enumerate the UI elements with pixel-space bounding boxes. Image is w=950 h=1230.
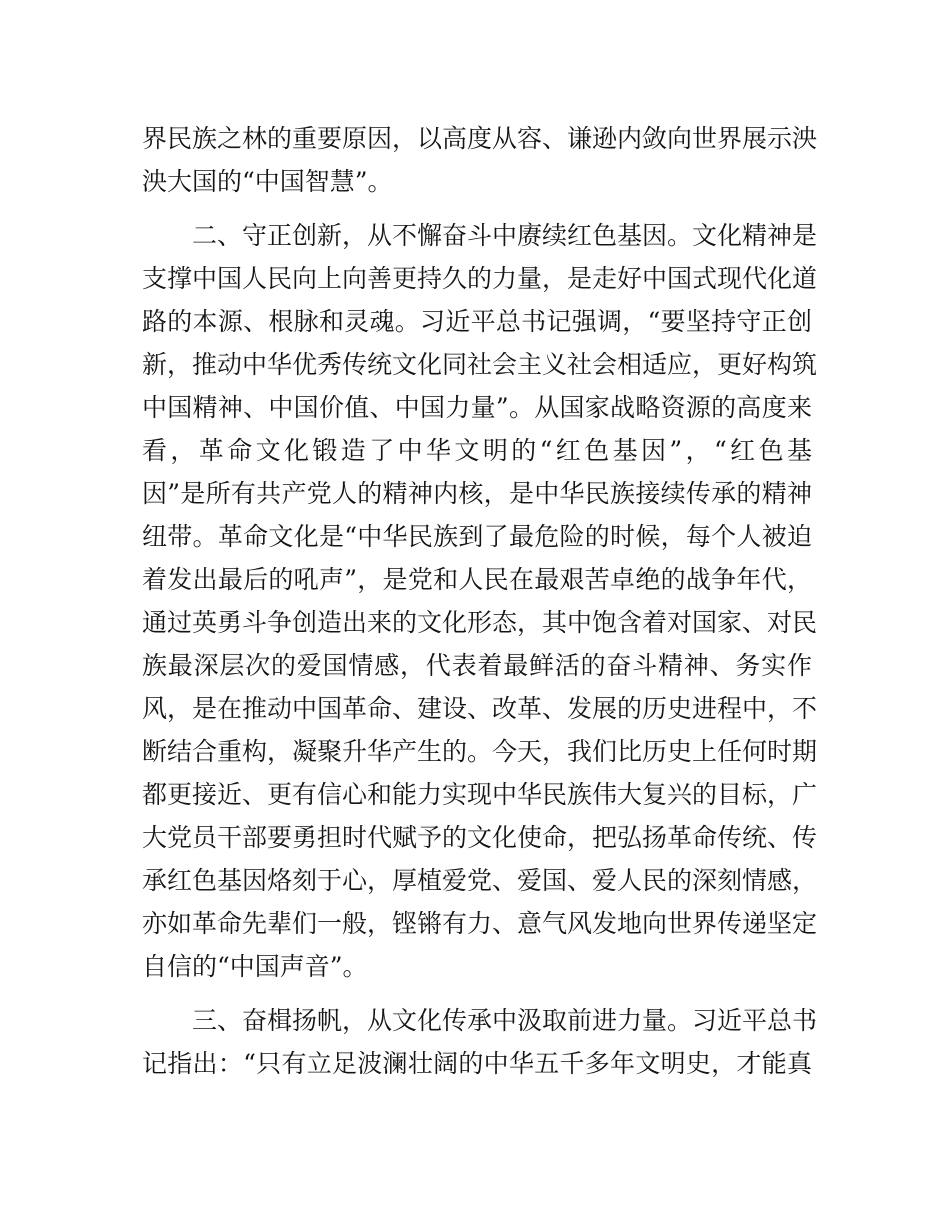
text-line: 风，是在推动中国革命、建设、改革、发展的历史进程中，不 bbox=[142, 694, 818, 723]
text-line: 看，革命文化锻造了中华文明的“红色基因”，“红色基 bbox=[142, 436, 812, 465]
text-line: 亦如革命先辈们一般，铿锵有力、意气风发地向世界传递坚定 bbox=[142, 909, 818, 938]
text-line: 族最深层次的爱国情感，代表着最鲜活的奋斗精神、务实作 bbox=[142, 651, 812, 680]
text-line: 界民族之林的重要原因，以高度从容、谦逊内敛向世界展示泱 bbox=[142, 124, 818, 153]
text-line: 路的本源、根脉和灵魂。习近平总书记强调，“要坚持守正创 bbox=[142, 307, 812, 336]
paragraph-1 bbox=[142, 117, 818, 203]
text-line: 三、奋楫扬帆，从文化传承中汲取前进力量。习近平总书 bbox=[192, 1006, 818, 1035]
text-line: 支撑中国人民向上向善更持久的力量，是走好中国式现代化道 bbox=[142, 264, 818, 293]
text-line: 着发出最后的吼声”，是党和人民在最艰苦卓绝的战争年代， bbox=[142, 565, 812, 594]
text-line: 都更接近、更有信心和能力实现中华民族伟大复兴的目标，广 bbox=[142, 780, 818, 809]
text-line: 新，推动中华优秀传统文化同社会主义社会相适应，更好构筑 bbox=[142, 350, 818, 379]
paragraph-3 bbox=[142, 999, 818, 1085]
text-line: 泱大国的“中国智慧”。 bbox=[142, 167, 393, 196]
document-body bbox=[142, 117, 818, 1096]
text-line: 中国精神、中国价值、中国力量”。从国家战略资源的高度来 bbox=[142, 393, 812, 422]
text-line: 纽带。革命文化是“中华民族到了最危险的时候，每个人被迫 bbox=[142, 522, 812, 551]
text-line: 自信的“中国声音”。 bbox=[142, 952, 368, 981]
text-line: 因”是所有共产党人的精神内核，是中华民族接续传承的精神 bbox=[142, 479, 812, 508]
paragraph-2 bbox=[142, 214, 818, 988]
text-line: 断结合重构，凝聚升华产生的。今天，我们比历史上任何时期 bbox=[142, 737, 818, 766]
text-line: 大党员干部要勇担时代赋予的文化使命，把弘扬革命传统、传 bbox=[142, 823, 818, 852]
text-line: 二、守正创新，从不懈奋斗中赓续红色基因。文化精神是 bbox=[192, 221, 818, 250]
text-line: 通过英勇斗争创造出来的文化形态，其中饱含着对国家、对民 bbox=[142, 608, 818, 637]
text-line: 记指出：“只有立足波澜壮阔的中华五千多年文明史，才能真 bbox=[142, 1049, 812, 1078]
text-line: 承红色基因烙刻于心，厚植爱党、爱国、爱人民的深刻情感， bbox=[142, 866, 818, 895]
